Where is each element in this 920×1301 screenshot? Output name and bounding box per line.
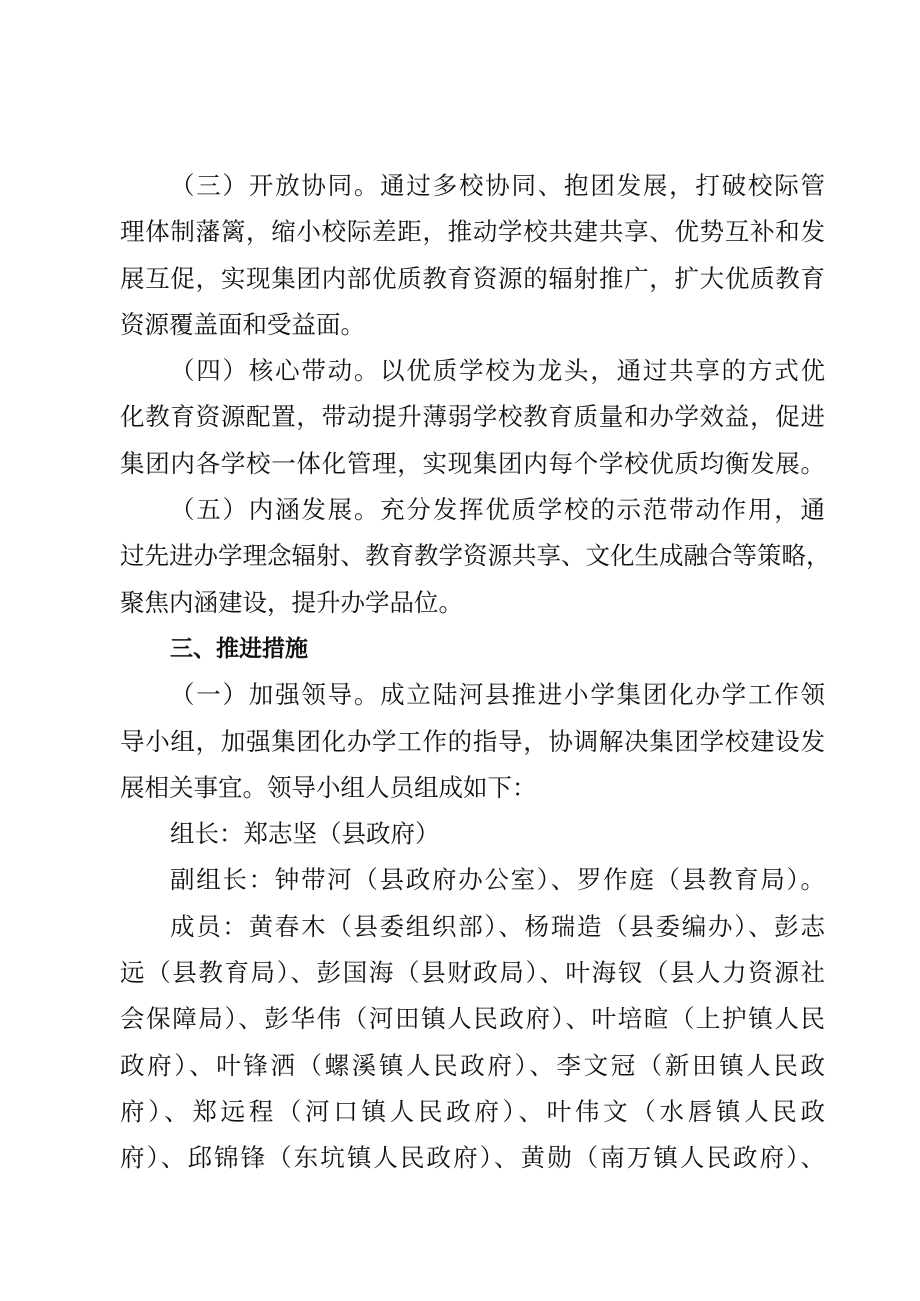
paragraph-line: 资源覆盖面和受益面。 [120, 309, 365, 339]
paragraph-line: 导小组，加强集团化办学工作的指导，协调解决集团学校建设发 [120, 726, 825, 756]
paragraph-line: （四）核心带动。以优质学校为龙头，通过共享的方式优 [170, 356, 825, 386]
paragraph-line: 政府）、叶锋洒（螺溪镇人民政府）、李文冠（新田镇人民政 [120, 1050, 825, 1080]
paragraph-line: 集团内各学校一体化管理，实现集团内每个学校优质均衡发展。 [120, 448, 825, 478]
document-body [120, 163, 831, 1182]
paragraph-line: 理体制藩篱，缩小校际差距，推动学校共建共享、优势互补和发 [120, 217, 825, 247]
paragraph-line: 成员：黄春木（县委组织部）、杨瑞造（县委编办）、彭志 [170, 911, 825, 941]
paragraph-line: 组长：郑志坚（县政府） [170, 819, 440, 849]
paragraph-line: 过先进办学理念辐射、教育教学资源共享、文化生成融合等策略， [120, 541, 831, 571]
paragraph-line: 远（县教育局）、彭国海（县财政局）、叶海钗（县人力资源社 [120, 958, 825, 988]
paragraph-line: 展互促，实现集团内部优质教育资源的辐射推广，扩大优质教育 [120, 263, 825, 293]
paragraph-line: 展相关事宜。领导小组人员组成如下： [120, 772, 537, 802]
paragraph-line: 府）、郑远程（河口镇人民政府）、叶伟文（水唇镇人民政 [120, 1096, 825, 1126]
paragraph-line: （五）内涵发展。充分发挥优质学校的示范带动作用，通 [170, 495, 825, 525]
paragraph-line: 化教育资源配置，带动提升薄弱学校教育质量和办学效益，促进 [120, 402, 825, 432]
paragraph-line: 府）、邱锦锋（东坑镇人民政府）、黄勋（南万镇人民政府）、 [120, 1143, 825, 1173]
paragraph-line: （三）开放协同。通过多校协同、抱团发展，打破校际管 [170, 171, 825, 200]
section-heading: 三、推进措施 [170, 635, 308, 662]
paragraph-line: （一）加强领导。成立陆河县推进小学集团化办学工作领 [170, 680, 825, 710]
paragraph-line: 聚焦内涵建设，提升办学品位。 [120, 587, 463, 617]
paragraph-line: 副组长：钟带河（县政府办公室）、罗作庭（县教育局）。 [170, 865, 825, 895]
paragraph-line: 会保障局）、彭华伟（河田镇人民政府）、叶培暄（上护镇人民 [120, 1004, 825, 1034]
